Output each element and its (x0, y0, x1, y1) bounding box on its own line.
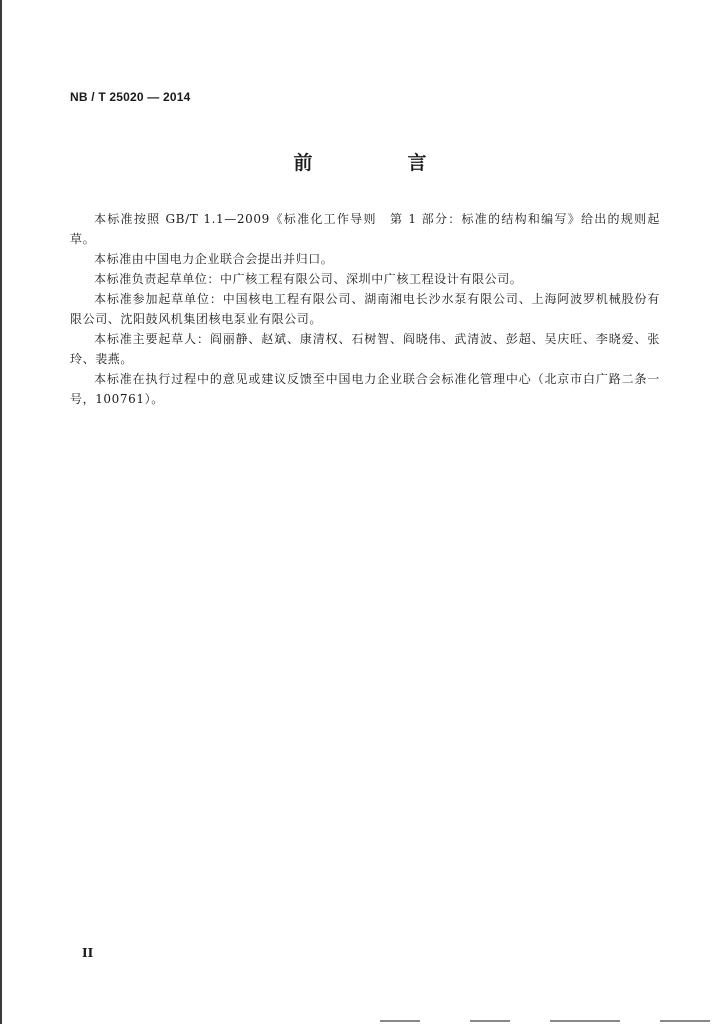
paragraph-main-drafters: 本标准主要起草人：阎丽静、赵斌、康清权、石树智、阎晓伟、武清波、彭超、吴庆旺、李晓爱、张玲、裴燕。 (70, 332, 660, 366)
page-number: II (82, 946, 94, 960)
paragraph-feedback: 本标准在执行过程中的意见或建议反馈至中国电力企业联合会标准化管理中心（北京市白广路二条一号，100761）。 (70, 372, 660, 406)
scan-edge-marks (380, 1020, 710, 1022)
paragraph-proposer: 本标准由中国电力企业联合会提出并归口。 (94, 252, 334, 266)
paragraph-participating-drafters: 本标准参加起草单位：中国核电工程有限公司、湖南湘电长沙水泵有限公司、上海阿波罗机械股份有限公司、沈阳鼓风机集团核电泵业有限公司。 (70, 292, 660, 326)
standard-code: NB / T 25020 — 2014 (70, 90, 191, 104)
foreword-body (70, 209, 660, 409)
paragraph-responsible-drafters: 本标准负责起草单位：中广核工程有限公司、深圳中广核工程设计有限公司。 (94, 272, 523, 286)
paragraph-drafting-rules: 本标准按照 GB/T 1.1—2009《标准化工作导则 第 1 部分：标准的结构和编写》给出的规则起草。 (70, 212, 660, 246)
page-title: 前 言 (293, 152, 465, 174)
